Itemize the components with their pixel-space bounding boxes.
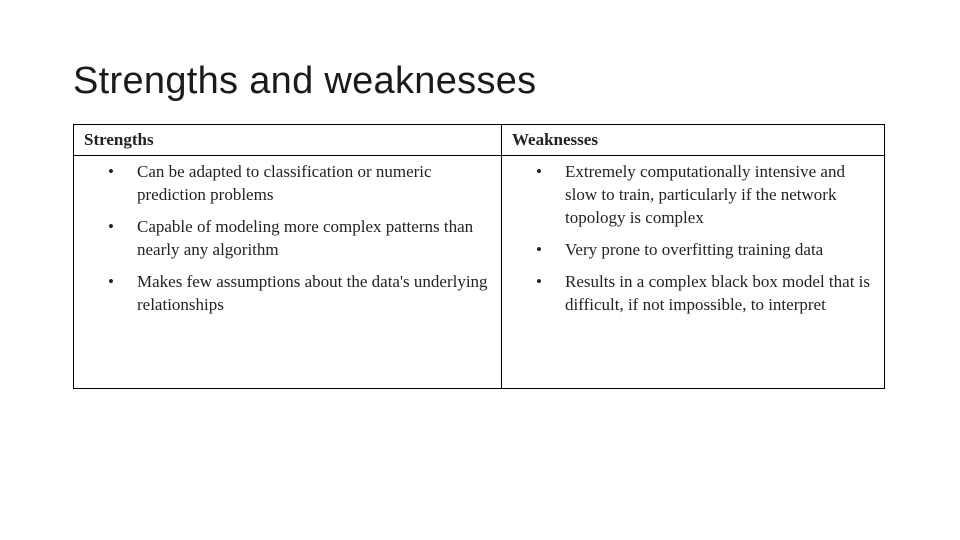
bullet-icon: • — [108, 272, 114, 291]
strength-text: Makes few assumptions about the data's underlying relationships — [137, 272, 488, 314]
strengths-weaknesses-table — [73, 124, 885, 389]
list-item — [74, 215, 489, 261]
bullet-icon: • — [536, 240, 542, 259]
bullet-icon: • — [108, 217, 114, 236]
weaknesses-header: Weaknesses — [502, 125, 885, 156]
list-item — [502, 270, 872, 316]
strengths-header: Strengths — [74, 125, 502, 156]
weaknesses-list — [502, 160, 872, 316]
strength-text: Capable of modeling more complex patterns than nearly any algorithm — [137, 217, 474, 259]
bullet-icon: • — [108, 162, 114, 181]
weakness-text: Extremely computationally intensive and slow to train, particularly if the network topology is complex — [565, 162, 845, 227]
list-item — [502, 160, 872, 229]
list-item — [74, 270, 489, 316]
bullet-icon: • — [536, 272, 542, 291]
weakness-text: Results in a complex black box model that is difficult, if not impossible, to interpret — [565, 272, 871, 314]
weakness-text: Very prone to overfitting training data — [565, 240, 824, 259]
strengths-list — [74, 160, 489, 316]
bullet-icon: • — [536, 162, 542, 181]
list-item — [502, 238, 872, 261]
list-item — [74, 160, 489, 206]
strength-text: Can be adapted to classification or numeric prediction problems — [137, 162, 432, 204]
table-body-row — [74, 156, 884, 389]
weaknesses-cell — [502, 156, 885, 389]
strengths-cell — [74, 156, 502, 389]
table-header-row — [74, 125, 884, 156]
comparison-table — [74, 125, 884, 388]
slide-title: Strengths and weaknesses — [73, 60, 537, 102]
